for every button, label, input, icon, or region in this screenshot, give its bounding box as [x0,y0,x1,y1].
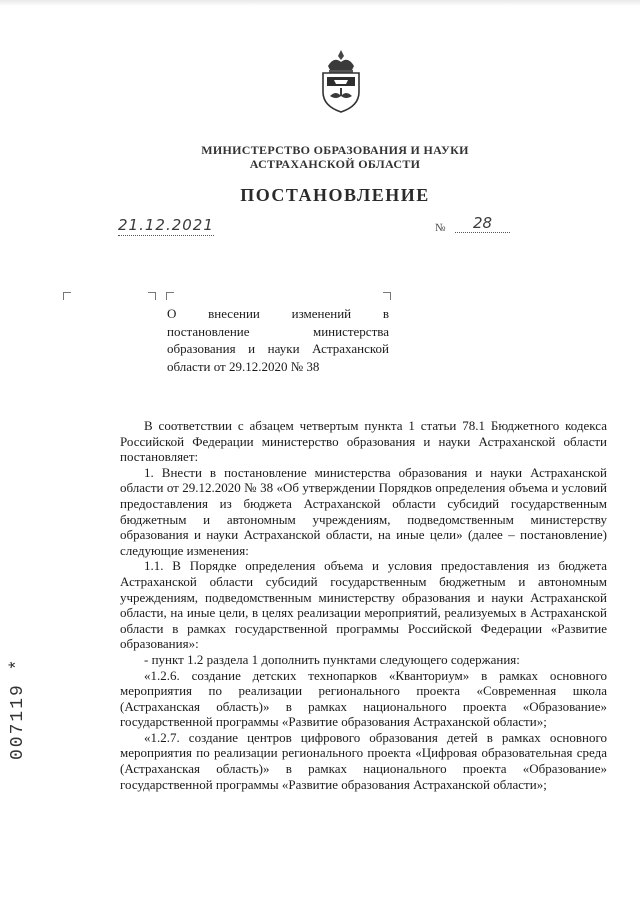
document-type-title: ПОСТАНОВЛЕНИЕ [240,185,430,205]
astrakhan-coat-of-arms-icon [318,48,364,114]
ministry-name [170,143,500,171]
ministry-line-2: АСТРАХАНСКОЙ ОБЛАСТИ [249,157,421,171]
body-paragraph: В соответствии с абзацем четвертым пункта 1 статьи 78.1 Бюджетного кодекса Российской Федерации министерство образования и науки Астраханской области постановляет: [120,418,607,465]
body-paragraph: - пункт 1.2 раздела 1 дополнить пунктами следующего содержания: [144,651,520,667]
body-paragraph: «1.2.7. создание центров цифрового образования детей в рамках основного мероприятия по реализации регионального проекта «Цифровая образовательная среда (Астраханская область)» в рамках национального проекта «Образование» государственной программы «Развитие образования Астраханской области»; [120,729,607,792]
document-subject: О внесении изменений в постановление министерства образования и науки Астраханской области от 29.12.2020 № 38 [167,306,389,374]
margin-corner-mark [63,292,71,300]
document-date: 21.12.2021 [118,216,214,234]
body-paragraph: 1. Внести в постановление министерства образования и науки Астраханской области от 29.12.2020 № 38 «Об утверждении Порядков определения объема и условий предоставления из бюджета Астраханской области субсидий государственным бюджетным и автономным учреждениям, подведомственным министерству образования и науки Астраханской области, на иные цели» (далее – постановление) следующие изменения: [120,464,607,558]
document-number: 28 [455,214,510,233]
margin-corner-mark [383,292,391,300]
body-paragraph: 1.1. В Порядке определения объема и условия предоставления из бюджета Астраханской области субсидий государственным бюджетным и автономным учреждениям, подведомственным министерству образования и науки Астраханской области, на иные цели, в целях реализации мероприятий, реализуемых в Астраханской области в рамках государственной программы Российской Федерации «Развитие образования»: [120,558,607,652]
margin-corner-mark [148,292,156,300]
document-body [120,418,607,792]
scan-edge [0,0,640,6]
margin-corner-mark [166,292,174,300]
body-paragraph: «1.2.6. создание детских технопарков «Кванториум» в рамках основного мероприятия по реализации регионального проекта «Современная школа (Астраханская область)» в рамках национального проекта «Образование» государственной программы «Развитие образования Астраханской области»; [120,667,607,730]
number-label: № [435,222,446,234]
ministry-line-1: МИНИСТЕРСТВО ОБРАЗОВАНИЯ И НАУКИ [201,143,469,157]
registration-stamp: 007119 * [8,657,28,760]
